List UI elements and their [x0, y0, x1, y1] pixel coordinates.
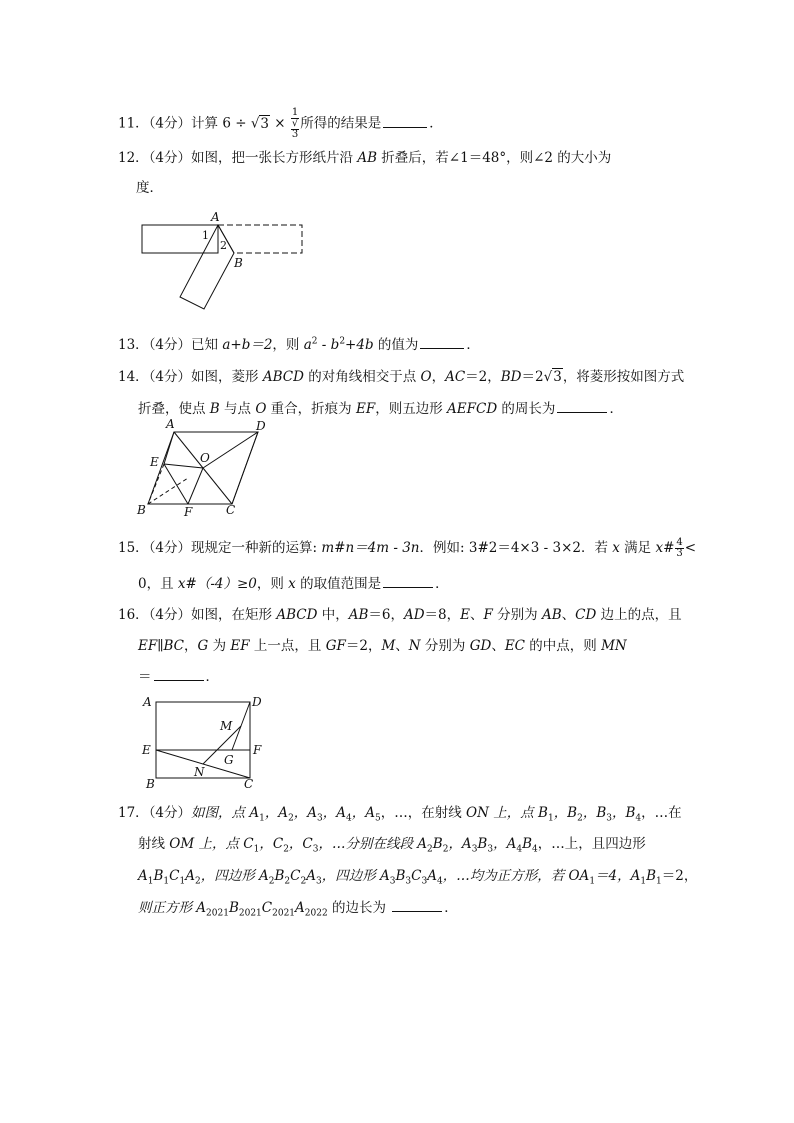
q16-line2-b: ∥	[157, 638, 164, 654]
q14-line1-f: ，将菱形按如图方式	[562, 369, 685, 385]
q17-s5: 5	[375, 813, 381, 824]
q17-line3-c: ，四边形 A	[321, 868, 390, 884]
q17-om: OM	[169, 836, 195, 852]
q14-dashed-ob	[148, 478, 188, 504]
q16-label-d: D	[252, 695, 262, 709]
q17-line2-g: ，A	[493, 836, 517, 852]
q16-line2-k: 的中点，则	[525, 638, 602, 654]
q15-end: ．	[435, 576, 449, 592]
q17-z3b: A	[295, 900, 305, 916]
q14-solid-outline	[164, 432, 258, 504]
q16-figure	[138, 692, 278, 792]
q16-line2-j: 、	[491, 638, 505, 654]
q16-label-c: C	[244, 777, 254, 791]
q16-ad: AD	[403, 607, 425, 623]
q16-label-m: M	[220, 719, 233, 733]
q17-line1-g: ，…在	[641, 805, 682, 821]
q14-line1-e: ＝2	[521, 369, 544, 385]
q11-times: ×	[270, 115, 290, 132]
q11-frac-den-wrap: √ 3	[291, 118, 299, 140]
q14-line2-e: 的周长为	[497, 401, 556, 417]
q17-end: ．	[444, 900, 458, 916]
question-14-line2	[138, 397, 623, 417]
q14-label-c: C	[226, 503, 236, 517]
q17-cc2: 2	[283, 844, 289, 855]
q17-line1-f: ，B	[612, 805, 636, 821]
q16-line1-b: 中，	[317, 607, 349, 623]
q15-def: m#n＝4m - 3n	[321, 540, 420, 556]
q13-text-b: ，则	[272, 337, 304, 353]
q11-sqrt: 3	[260, 115, 270, 132]
q12-line1-a: 如图，把一张长方形纸片沿	[191, 150, 358, 166]
q14-crease-ef	[164, 464, 188, 504]
q14-label-d: D	[256, 419, 266, 433]
q11-text-a: 计算 6 ÷	[191, 115, 251, 132]
q17-c3: ，A	[322, 805, 347, 821]
q16-line2-e: 为	[208, 638, 231, 654]
q17-l3s: 3	[471, 844, 478, 855]
q17-z2: 2021	[238, 908, 262, 919]
q17-t1: 3	[389, 876, 396, 887]
q16-ab2: AB	[541, 607, 562, 623]
question-12-line2	[138, 176, 163, 196]
q14-line1-d: ＝2，	[465, 369, 501, 385]
q13-number: 13．	[118, 337, 149, 353]
q14-b: B	[209, 401, 220, 417]
q16-line1-d: ＝8，	[424, 607, 461, 623]
q17-line2-c: ，C	[259, 836, 284, 852]
q16-answer-blank[interactable]	[154, 668, 204, 681]
q16-line1-a: 如图，在矩形	[191, 607, 277, 623]
q15-lt: <	[684, 540, 697, 556]
q17-line2-a: 射线	[138, 836, 170, 852]
q16-line2-g: ＝2，	[345, 638, 382, 654]
q17-line3-g: ＝2，	[661, 868, 698, 884]
q17-answer-blank[interactable]	[392, 899, 442, 912]
q17-l4s: 4	[516, 844, 523, 855]
q17-line1-e: ，B	[582, 805, 607, 821]
q13-answer-blank[interactable]	[420, 336, 464, 349]
q11-score: （4分）	[148, 115, 192, 132]
q17-r2b: C	[290, 868, 301, 884]
q17-line4-b: 的边长为	[327, 900, 386, 916]
q14-o: O	[420, 369, 432, 385]
q16-line1-f: 分别为	[492, 607, 542, 623]
q16-score: （4分）	[148, 607, 192, 623]
q17-line1-c: 上，点 B	[488, 805, 548, 821]
q16-n: N	[408, 638, 421, 654]
question-16-line3	[138, 665, 219, 685]
q16-f: F	[483, 607, 493, 623]
q12-label-b: B	[234, 256, 243, 270]
q15-number: 15．	[118, 540, 149, 556]
q17-c4: ，A	[351, 805, 376, 821]
question-17-line3	[138, 864, 697, 887]
q17-number: 17．	[118, 805, 149, 821]
q17-s4: 4	[346, 813, 352, 824]
q14-bd: BD	[500, 369, 522, 385]
q13-exp-b: 2	[339, 336, 346, 347]
q17-line1-d: ，B	[553, 805, 578, 821]
q14-line1-c: ，	[431, 369, 446, 385]
q17-ab1b: 1	[656, 876, 662, 887]
q13-expr-b: - b	[317, 337, 340, 353]
q11-text-b: 所得的结果是	[300, 115, 382, 132]
q16-cd: CD	[575, 607, 597, 623]
q16-line2-d: ，	[184, 638, 198, 654]
q17-s2: 2	[288, 813, 294, 824]
q14-aefcd: AEFCD	[447, 401, 498, 417]
q17-p1: 1	[147, 876, 154, 887]
question-17-line4	[138, 896, 458, 919]
question-17-line1	[118, 801, 682, 824]
q16-e: E	[460, 607, 470, 623]
q17-b2: 2	[577, 813, 583, 824]
q17-l2s: 2	[427, 844, 433, 855]
q11-number: 11．	[118, 115, 149, 132]
q15-xhash: x#	[655, 540, 675, 556]
q16-end: ．	[205, 669, 219, 685]
q12-label-2: 2	[220, 239, 227, 252]
q12-ab: AB	[357, 150, 377, 166]
q17-line2-f: ，A	[448, 836, 472, 852]
q17-l4s2: 4	[531, 844, 538, 855]
q16-number: 16．	[118, 607, 149, 623]
q14-line2-c: 重合，折痕为	[266, 401, 356, 417]
q17-s1: 1	[259, 813, 265, 824]
q14-number: 14．	[118, 369, 149, 385]
question-15-line1	[118, 536, 696, 559]
q11-fraction	[291, 108, 299, 140]
q17-t2: 3	[405, 876, 412, 887]
q16-mn: MN	[601, 638, 627, 654]
q13-end: ．	[466, 337, 480, 353]
q16-g: G	[197, 638, 209, 654]
q17-r1b: B	[274, 868, 285, 884]
q17-cc3: 3	[312, 844, 319, 855]
q13-cond: a+b＝2	[222, 337, 273, 353]
q17-z2b: C	[261, 900, 273, 916]
q17-line3-f: B	[646, 868, 657, 884]
q15-x: x	[612, 540, 620, 556]
q12-figure	[138, 205, 308, 315]
q16-label-b: B	[146, 777, 155, 791]
q11-end: ．	[429, 115, 443, 132]
q17-c1: ，A	[264, 805, 289, 821]
q17-b3: 3	[606, 813, 612, 824]
question-16-line1	[118, 603, 682, 623]
q14-line2-d: ，则五边形	[375, 401, 448, 417]
q17-on: ON	[466, 805, 489, 821]
q17-t4: 4	[436, 876, 443, 887]
q14-diagonal-od	[203, 432, 258, 468]
q12-line1-b: 折叠后，若∠1＝48°，则∠2 的大小为	[377, 150, 612, 166]
q14-ac: AC	[445, 369, 466, 385]
q16-line2-a: EF	[138, 638, 158, 654]
q14-label-b: B	[137, 503, 146, 517]
q15-frac-den: 3	[676, 548, 683, 559]
q14-label-a: A	[166, 417, 175, 431]
q12-score: （4分）	[148, 150, 192, 166]
q14-abcd: ABCD	[262, 369, 304, 385]
q15-line1-c: 满足	[619, 540, 656, 556]
q17-p3: 1	[179, 876, 186, 887]
q13-expr-c: +4b	[345, 337, 374, 353]
q14-fold-fo	[188, 468, 203, 504]
q15-line2-b: ，则	[256, 576, 289, 592]
q17-z1b: B	[228, 900, 239, 916]
q14-label-f: F	[184, 505, 193, 519]
question-11: 11．（4分）计算 6 ÷ √3 × 1 √ 3 所得的结果是 ．	[118, 107, 443, 140]
q16-ab: AB	[348, 607, 369, 623]
q17-p2b: C	[169, 868, 180, 884]
q17-line1-b: ，…，在射线	[380, 805, 467, 821]
q15-fraction	[675, 538, 683, 559]
q17-r2: 2	[284, 876, 291, 887]
q17-line3-e: ＝4，A	[595, 868, 641, 884]
q14-o2: O	[255, 401, 267, 417]
q16-gf: GF	[325, 638, 346, 654]
q16-label-f: F	[253, 743, 262, 757]
q16-line2-h: 、	[395, 638, 409, 654]
q14-fold-eo	[164, 464, 203, 468]
q15-x2: x	[288, 576, 296, 592]
q16-line2-f: 上一点，且	[249, 638, 326, 654]
q17-p2: 1	[163, 876, 170, 887]
q14-line1-b: 的对角线相交于点	[303, 369, 421, 385]
q15-line2-c: 的取值范围是	[295, 576, 382, 592]
q17-t2b: C	[411, 868, 422, 884]
q13-exp-a: 2	[311, 336, 318, 347]
q16-line1-h: 边上的点，且	[596, 607, 682, 623]
q14-line1-a: 如图，菱形	[191, 369, 263, 385]
q16-ef: EF	[230, 638, 250, 654]
q12-label-a: A	[211, 210, 220, 224]
q16-line2-c: BC	[163, 638, 184, 654]
q15-line1-b: ．例如: 3#2＝4×3 - 3×2．若	[419, 540, 613, 556]
q17-b1: 1	[547, 813, 554, 824]
q16-line1-g: 、	[561, 607, 576, 623]
q17-line2-d: ，C	[288, 836, 313, 852]
q14-answer-blank[interactable]	[557, 400, 607, 413]
question-15-line2	[138, 572, 449, 592]
q16-ec: EC	[504, 638, 525, 654]
q16-m: M	[381, 638, 396, 654]
q15-cond2: x#（-4）≥0	[177, 576, 257, 592]
q15-answer-blank[interactable]	[383, 575, 433, 588]
q16-line3-a: ＝	[138, 669, 152, 685]
q17-r3: 2	[300, 876, 307, 887]
q16-gd: GD	[469, 638, 492, 654]
q17-l3s2: 3	[487, 844, 494, 855]
q12-number: 12．	[118, 150, 149, 166]
q17-r3b: A	[306, 868, 316, 884]
q13-score: （4分）	[148, 337, 192, 353]
q14-line2-b: 与点	[219, 401, 256, 417]
q17-c2: ，A	[293, 805, 318, 821]
q17-t3: 3	[421, 876, 428, 887]
q14-label-o: O	[200, 451, 210, 465]
q17-p4: 2	[194, 876, 201, 887]
q17-p3b: A	[185, 868, 195, 884]
q17-line4-a: 则正方形 A	[138, 900, 207, 916]
q12-label-1: 1	[202, 229, 209, 242]
q14-figure	[136, 418, 276, 520]
q11-answer-blank[interactable]	[383, 115, 427, 128]
question-13	[118, 333, 480, 353]
q11-frac-num: 1	[291, 107, 299, 118]
q17-l4b: B	[522, 836, 532, 852]
q17-l2b: B	[432, 836, 443, 852]
q15-frac-num: 4	[676, 537, 683, 548]
q16-line1-c: ＝6，	[368, 607, 404, 623]
q16-label-a: A	[143, 695, 152, 709]
q12-line2: 度．	[136, 180, 163, 196]
q17-line3-b: ，四边形 A	[200, 868, 269, 884]
q17-line1-a: 如图，点 A	[191, 805, 260, 821]
q17-l3b: B	[477, 836, 488, 852]
q16-label-e: E	[142, 743, 151, 757]
q14-line2-a: 折叠，使点	[138, 401, 210, 417]
q17-r1: 2	[268, 876, 275, 887]
q14-ef: EF	[355, 401, 376, 417]
q13-text-a: 已知	[191, 337, 223, 353]
question-12-line1	[118, 146, 611, 166]
q17-t1b: B	[395, 868, 406, 884]
q16-line2-i: 分别为	[420, 638, 470, 654]
q16-label-g: G	[224, 753, 234, 767]
q17-line3-a: A	[138, 868, 148, 884]
q13-text-c: 的值为	[373, 337, 419, 353]
q17-line2-e: ，…分别在线段 A	[318, 836, 428, 852]
q17-ab1a: 1	[640, 876, 647, 887]
q14-end: ．	[609, 401, 623, 417]
q17-z4: 2022	[304, 908, 328, 919]
q16-label-n: N	[194, 765, 205, 779]
q17-cc1: 1	[253, 844, 260, 855]
q17-t3b: A	[427, 868, 437, 884]
q11-frac-den: 3	[291, 129, 299, 140]
question-14-line1: 14．（4分）如图，菱形 ABCD 的对角线相交于点 O，AC＝2，BD＝2√3，将菱形按如图方式	[118, 369, 685, 385]
q14-label-e: E	[150, 455, 159, 469]
q17-s3: 3	[317, 813, 323, 824]
q17-line2-b: 上，点 C	[194, 836, 254, 852]
q17-z3: 2021	[272, 908, 296, 919]
q17-oa1: 1	[589, 876, 596, 887]
q17-b4: 4	[635, 813, 642, 824]
question-16-line2	[138, 634, 627, 654]
q12-strip-dashed	[218, 225, 302, 253]
q17-score: （4分）	[148, 805, 192, 821]
q13-expr-a: a	[303, 337, 312, 353]
q15-score: （4分）	[148, 540, 192, 556]
q17-r4: 3	[315, 876, 322, 887]
question-17-line2	[138, 832, 646, 855]
q17-z1: 2021	[206, 908, 229, 919]
q16-abcd: ABCD	[276, 607, 318, 623]
q17-line3-d: ，…均为正方形，若 OA	[442, 868, 590, 884]
q17-p1b: B	[153, 868, 164, 884]
q15-line1-a: 现规定一种新的运算:	[191, 540, 322, 556]
q14-sqrt: 3	[553, 369, 562, 385]
q17-l2s2: 2	[442, 844, 449, 855]
q15-line2-a: 0，且	[138, 576, 178, 592]
q17-line2-h: ，…上，且四边形	[537, 836, 646, 852]
q14-score: （4分）	[148, 369, 192, 385]
q16-line1-e: 、	[470, 607, 484, 623]
